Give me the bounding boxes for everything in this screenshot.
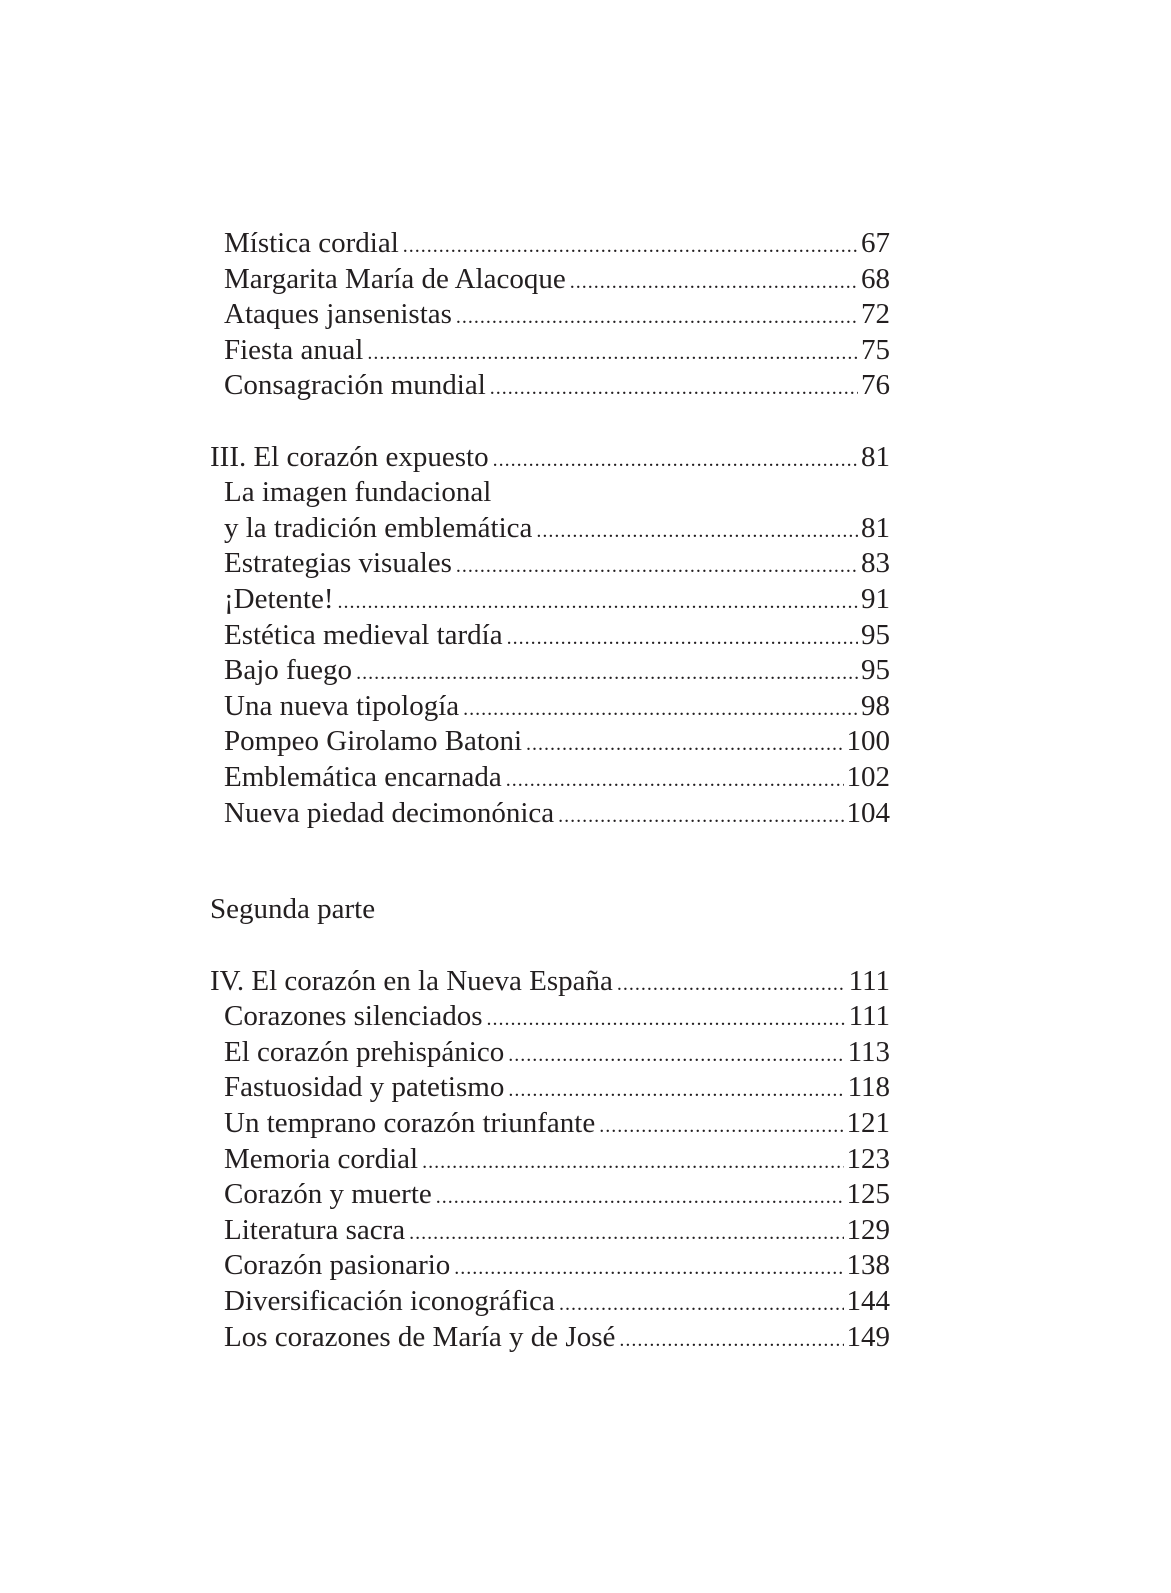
toc-entry <box>210 546 890 582</box>
toc-entry-page: 72 <box>861 298 890 331</box>
chapter-entry <box>210 440 890 476</box>
toc-entry-page: 67 <box>861 227 890 259</box>
dot-leader <box>487 1002 846 1038</box>
toc-entry-page: 76 <box>861 369 890 402</box>
chapter-title: III. El corazón expuesto <box>210 440 489 473</box>
toc-entry-title: Bajo fuego <box>224 654 353 687</box>
toc-entry-page: 83 <box>861 547 890 580</box>
toc-entry-title: Estrategias visuales <box>224 547 452 580</box>
toc-entry <box>210 724 890 760</box>
dot-leader <box>463 692 858 728</box>
toc-entry-page: 81 <box>861 511 890 544</box>
part-heading: Segunda parte <box>210 893 376 926</box>
toc-entry-title: Emblemática encarnada <box>224 760 502 793</box>
dot-leader <box>338 585 859 621</box>
toc-entry-title: Fastuosidad y patetismo <box>224 1071 505 1104</box>
toc-entry-page: 100 <box>846 725 890 758</box>
toc-entry-title: y la tradición emblemática <box>224 511 533 544</box>
toc-entry-title: Mística cordial <box>224 227 399 259</box>
toc-entry <box>210 1284 890 1320</box>
toc-entry <box>210 1106 890 1142</box>
dot-leader <box>422 1145 843 1181</box>
toc-entry-title: El corazón prehispánico <box>224 1035 505 1068</box>
toc-entry-title: Consagración mundial <box>224 369 486 402</box>
toc-entry-page: 138 <box>846 1249 890 1282</box>
toc-entry <box>210 297 890 333</box>
spacer <box>210 404 890 440</box>
toc-entry-page: 75 <box>861 333 890 366</box>
dot-leader <box>508 1073 844 1109</box>
spacer <box>210 831 890 892</box>
toc-entry-title: Nueva piedad decimonónica <box>224 796 555 829</box>
chapter-page: 81 <box>861 440 890 473</box>
toc-entry <box>210 1035 890 1071</box>
toc-entry <box>210 368 890 404</box>
toc-entry-title: Corazones silenciados <box>224 1000 483 1033</box>
toc-entry <box>210 653 890 689</box>
toc-entry <box>210 1177 890 1213</box>
toc-entry <box>210 582 890 618</box>
dot-leader <box>490 371 858 407</box>
toc-entry <box>210 1248 890 1284</box>
dot-leader <box>570 265 858 301</box>
toc-entry-page: 123 <box>846 1142 890 1175</box>
chapter-title: IV. El corazón en la Nueva España <box>210 964 613 997</box>
toc-entry-page: 95 <box>861 654 890 687</box>
toc-entry-page: 129 <box>846 1213 890 1246</box>
dot-leader <box>617 967 846 1003</box>
dot-leader <box>526 727 843 763</box>
toc-entry-page: 149 <box>846 1320 890 1353</box>
chapter-page: 111 <box>848 964 890 997</box>
toc-entry-title: Corazón y muerte <box>224 1178 432 1211</box>
toc-entry-page: 95 <box>861 618 890 651</box>
toc-entry <box>210 618 890 654</box>
toc-entry-title: Margarita María de Alacoque <box>224 262 566 295</box>
toc-entry-page: 91 <box>861 582 890 615</box>
toc-entry-page: 118 <box>847 1071 890 1104</box>
spacer <box>210 928 890 964</box>
toc-entry <box>210 226 890 262</box>
toc-entry <box>210 760 890 796</box>
toc-entry <box>210 999 890 1035</box>
toc-entry-title: Un temprano corazón triunfante <box>224 1107 596 1140</box>
dot-leader <box>356 656 858 692</box>
dot-leader <box>558 799 843 835</box>
dot-leader <box>403 229 858 265</box>
toc-entry-title: Diversificación iconográfica <box>224 1285 555 1318</box>
chapter-entry <box>210 964 890 1000</box>
dot-leader <box>536 514 858 550</box>
dot-leader <box>456 549 858 585</box>
table-of-contents <box>210 226 890 1355</box>
toc-entry-page: 68 <box>861 262 890 295</box>
toc-entry <box>210 1142 890 1178</box>
toc-entry-page: 125 <box>846 1178 890 1211</box>
dot-leader <box>409 1216 843 1252</box>
dot-leader <box>454 1251 843 1287</box>
toc-entry-title: Estética medieval tardía <box>224 618 503 651</box>
toc-entry <box>210 1213 890 1249</box>
toc-entry-page: 111 <box>848 1000 890 1033</box>
dot-leader <box>559 1287 844 1323</box>
toc-entry-title: Los corazones de María y de José <box>224 1320 616 1353</box>
toc-entry <box>210 796 890 832</box>
toc-entry <box>210 689 890 725</box>
toc-entry <box>210 262 890 298</box>
toc-entry-title: Ataques jansenistas <box>224 298 452 331</box>
toc-entry-title: Pompeo Girolamo Batoni <box>224 725 523 758</box>
toc-entry-page: 104 <box>846 796 890 829</box>
dot-leader <box>436 1180 844 1216</box>
dot-leader <box>508 1038 844 1074</box>
toc-entry <box>210 511 890 547</box>
toc-entry <box>210 1320 890 1356</box>
toc-entry <box>210 333 890 369</box>
dot-leader <box>619 1323 843 1359</box>
toc-entry-title: ¡Detente! <box>224 582 334 615</box>
toc-entry-page: 98 <box>861 689 890 722</box>
toc-entry-title: Memoria cordial <box>224 1142 419 1175</box>
dot-leader <box>456 300 858 336</box>
toc-entry-title: Literatura sacra <box>224 1213 406 1246</box>
toc-entry-page: 113 <box>847 1035 890 1068</box>
toc-entry <box>210 1070 890 1106</box>
toc-entry-page: 102 <box>846 760 890 793</box>
toc-entry-title: Corazón pasionario <box>224 1249 451 1282</box>
toc-entry-title: Fiesta anual <box>224 333 364 366</box>
dot-leader <box>493 443 858 479</box>
toc-entry-page: 144 <box>846 1285 890 1318</box>
dot-leader <box>367 336 858 372</box>
toc-entry-title-line: La imagen fundacional <box>224 476 492 509</box>
dot-leader <box>507 621 858 657</box>
dot-leader <box>506 763 844 799</box>
toc-entry-title: Una nueva tipología <box>224 689 460 722</box>
toc-entry-page: 121 <box>846 1107 890 1140</box>
dot-leader <box>599 1109 843 1145</box>
